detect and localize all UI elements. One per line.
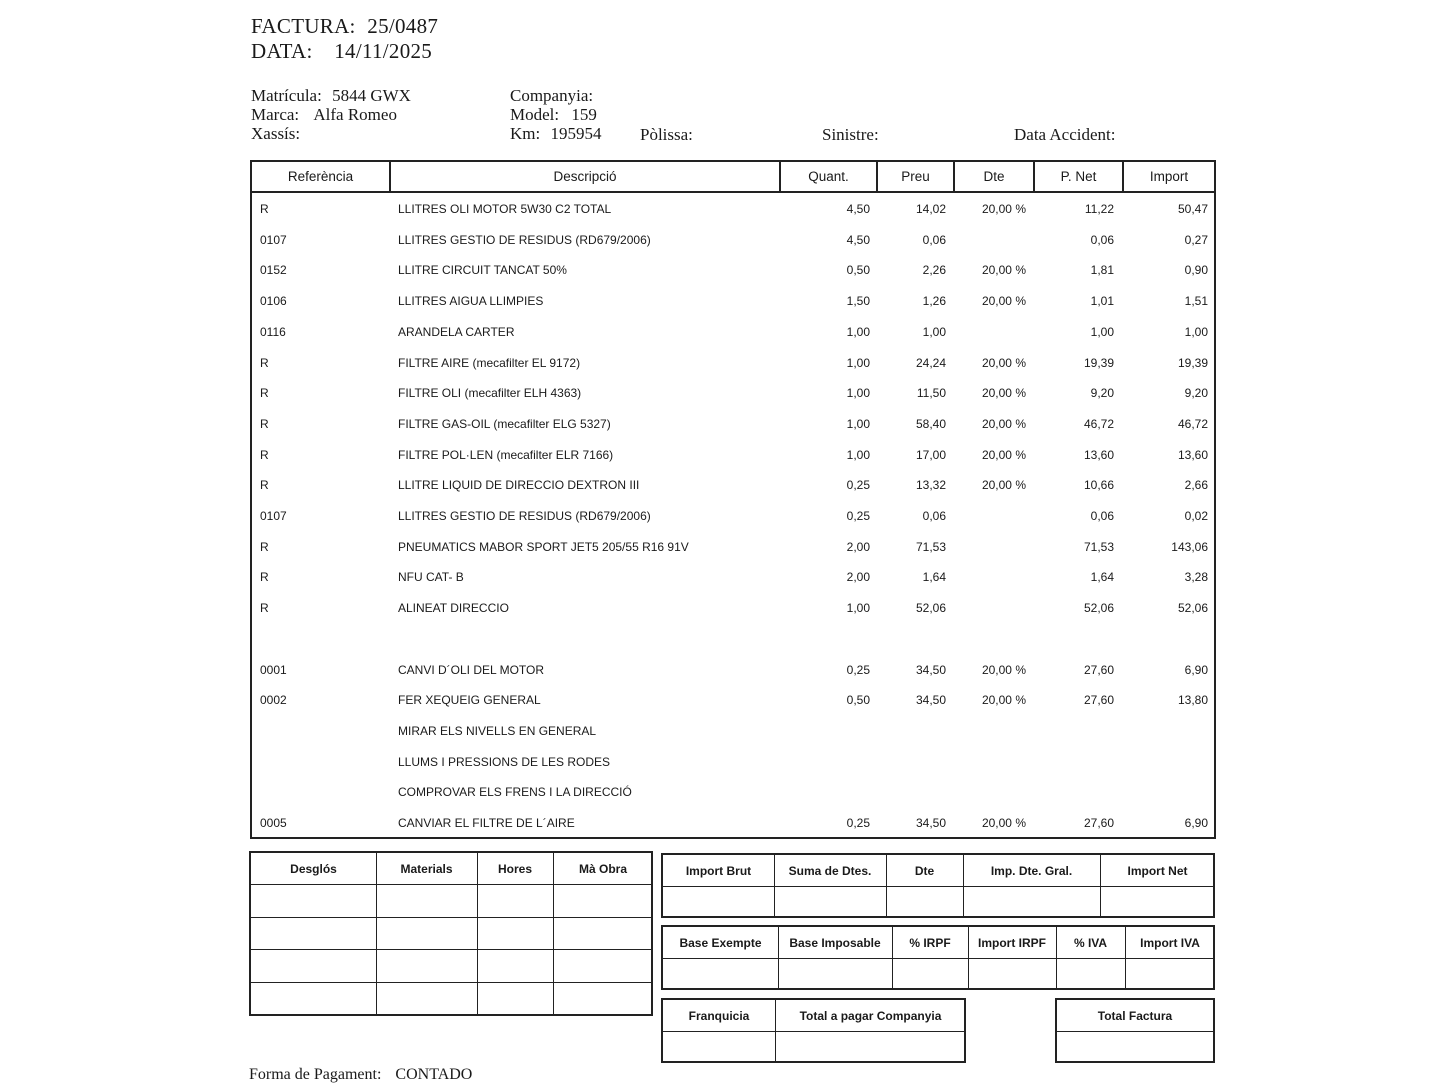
grid-line — [477, 853, 478, 1014]
row-net-price: 0,06 — [1090, 509, 1114, 523]
row-net-price: 46,72 — [1083, 416, 1114, 431]
row-net-price: 11,22 — [1084, 202, 1114, 216]
table-row — [252, 532, 1214, 562]
row-amount: 13,80 — [1177, 693, 1208, 708]
row-reference: R — [260, 386, 269, 401]
table-row — [252, 440, 1214, 470]
table-row — [252, 747, 1214, 777]
table-row — [252, 624, 1214, 654]
row-quantity: 1,00 — [846, 324, 870, 339]
invoice-number-value: 25/0487 — [367, 14, 439, 38]
row-reference: R — [260, 601, 269, 616]
row-quantity: 1,00 — [846, 601, 870, 616]
row-price: 1,64 — [922, 570, 946, 585]
row-reference: R — [260, 202, 269, 216]
row-reference: R — [260, 416, 269, 431]
header-irpf-percent: % IRPF — [909, 935, 951, 950]
tax-totals-box — [661, 925, 1215, 990]
row-discount: 20,00 % — [981, 478, 1026, 493]
col-header-price: Preu — [878, 162, 955, 193]
header-taxable-base: Base Imposable — [789, 935, 881, 950]
header-general-discount: Imp. Dte. Gral. — [990, 863, 1073, 878]
grid-line — [1057, 1031, 1215, 1032]
row-discount: 20,00 % — [981, 447, 1026, 462]
row-reference: R — [260, 447, 269, 462]
row-price: 34,50 — [915, 816, 946, 830]
policy-label: Pòlissa: — [640, 125, 693, 144]
row-description: LLITRES AIGUA LLIMPIES — [398, 294, 544, 309]
table-row — [252, 470, 1214, 500]
invoice-date-value: 14/11/2025 — [334, 39, 433, 63]
row-amount: 13,60 — [1177, 447, 1208, 462]
row-reference: R — [260, 478, 269, 493]
header-deductible: Franquicia — [688, 1008, 750, 1023]
row-price: 52,06 — [915, 601, 946, 616]
items-table — [250, 160, 1216, 839]
row-discount: 20,00 % — [981, 355, 1026, 370]
row-quantity: 2,00 — [846, 570, 870, 585]
model-label: Model: — [510, 105, 560, 124]
model-value: 159 — [571, 105, 597, 124]
brand-value: Alfa Romeo — [313, 105, 397, 124]
row-net-price: 52,06 — [1083, 601, 1114, 616]
row-description: LLUMS I PRESSIONS DE LES RODES — [398, 754, 611, 769]
table-row — [252, 317, 1214, 347]
row-reference: 0107 — [260, 509, 287, 523]
row-discount: 20,00 % — [981, 693, 1026, 708]
row-quantity: 4,50 — [846, 202, 870, 216]
table-row — [252, 777, 1214, 807]
row-price: 13,32 — [915, 478, 946, 493]
row-description: LLITRES OLI MOTOR 5W30 C2 TOTAL — [398, 202, 612, 216]
km-value: 195954 — [550, 124, 602, 143]
row-amount: 143,06 — [1171, 539, 1208, 554]
row-discount: 20,00 % — [981, 816, 1026, 830]
row-amount: 6,90 — [1184, 816, 1208, 830]
table-row — [252, 225, 1214, 255]
col-header-amount: Import — [1124, 162, 1214, 193]
row-description: NFU CAT- B — [398, 570, 464, 585]
row-net-price: 19,39 — [1083, 355, 1114, 370]
table-row — [252, 348, 1214, 378]
row-net-price: 9,20 — [1090, 386, 1114, 401]
row-discount: 20,00 % — [981, 416, 1026, 431]
chassis-label: Xassís: — [251, 124, 301, 143]
row-quantity: 0,50 — [846, 693, 870, 708]
brand-field — [251, 105, 397, 125]
col-header-discount: Dte — [955, 162, 1035, 193]
grid-line — [663, 886, 1215, 887]
row-price: 1,26 — [922, 294, 946, 309]
header-net-amount: Import Net — [1127, 863, 1188, 878]
gross-totals-box — [661, 853, 1215, 918]
row-description: FILTRE OLI (mecafilter ELH 4363) — [398, 386, 582, 401]
km-field — [510, 124, 601, 144]
row-description: FILTRE AIRE (mecafilter EL 9172) — [398, 355, 581, 370]
row-net-price: 1,64 — [1090, 570, 1114, 585]
table-row — [252, 808, 1214, 838]
row-quantity: 1,00 — [846, 447, 870, 462]
row-amount: 46,72 — [1177, 416, 1208, 431]
grid-line — [251, 917, 653, 918]
row-net-price: 10,66 — [1083, 478, 1114, 493]
row-price: 11,50 — [916, 386, 946, 401]
row-reference: R — [260, 539, 269, 554]
row-price: 34,50 — [915, 693, 946, 708]
row-price: 2,26 — [922, 263, 946, 278]
company-payment-box — [661, 998, 966, 1063]
row-quantity: 0,25 — [846, 816, 870, 830]
header-vat-percent: % IVA — [1073, 935, 1108, 950]
table-row — [252, 194, 1214, 224]
table-row — [252, 409, 1214, 439]
header-vat-amount: Import IVA — [1140, 935, 1200, 950]
row-amount: 1,00 — [1184, 324, 1208, 339]
row-price: 0,06 — [922, 509, 946, 523]
row-description: ARANDELA CARTER — [398, 324, 515, 339]
row-discount: 20,00 % — [981, 263, 1026, 278]
row-reference: 0001 — [260, 662, 287, 677]
row-description: FILTRE GAS-OIL (mecafilter ELG 5327) — [398, 416, 611, 431]
row-amount: 0,90 — [1184, 263, 1208, 278]
row-reference: 0002 — [260, 693, 287, 708]
col-header-description: Descripció — [391, 162, 781, 193]
row-discount: 20,00 % — [981, 294, 1026, 309]
grid-line — [251, 982, 653, 983]
row-description: CANVI D´OLI DEL MOTOR — [398, 662, 545, 677]
breakdown-header-materials: Materials — [400, 861, 453, 876]
col-header-net-price: P. Net — [1035, 162, 1124, 193]
table-row — [252, 378, 1214, 408]
row-net-price: 1,01 — [1090, 294, 1114, 309]
brand-label: Marca: — [251, 105, 300, 124]
breakdown-header-labour: Mà Obra — [578, 861, 627, 876]
model-field — [510, 105, 597, 125]
row-quantity: 0,25 — [846, 509, 870, 523]
row-description: LLITRE CIRCUIT TANCAT 50% — [398, 263, 567, 278]
row-net-price: 13,60 — [1083, 447, 1114, 462]
plate-field — [251, 86, 411, 106]
row-amount: 2,66 — [1184, 478, 1208, 493]
row-quantity: 0,50 — [846, 263, 870, 278]
km-label: Km: — [510, 124, 541, 143]
row-price: 14,02 — [915, 202, 946, 216]
table-row — [252, 685, 1214, 715]
header-discount: Dte — [914, 863, 935, 878]
table-row — [252, 286, 1214, 316]
header-irpf-amount: Import IRPF — [978, 935, 1046, 950]
row-price: 71,53 — [915, 539, 946, 554]
row-description: ALINEAT DIRECCIO — [398, 601, 509, 616]
row-description: PNEUMATICS MABOR SPORT JET5 205/55 R16 91V — [398, 539, 689, 554]
row-discount: 20,00 % — [981, 662, 1026, 677]
row-amount: 3,28 — [1184, 570, 1208, 585]
row-price: 17,00 — [915, 447, 946, 462]
row-discount: 20,00 % — [981, 386, 1026, 401]
breakdown-box — [249, 851, 653, 1016]
row-amount: 0,02 — [1184, 509, 1208, 523]
row-amount: 52,06 — [1177, 601, 1208, 616]
grid-line — [376, 853, 377, 1014]
grid-line — [553, 853, 554, 1014]
grid-line — [251, 884, 653, 885]
row-net-price: 0,06 — [1090, 232, 1114, 247]
row-amount: 0,27 — [1184, 232, 1208, 247]
row-quantity: 0,25 — [846, 662, 870, 677]
row-quantity: 1,00 — [846, 355, 870, 370]
breakdown-header-desglos: Desglós — [290, 861, 337, 876]
header-gross-amount: Import Brut — [685, 863, 752, 878]
table-row — [252, 655, 1214, 685]
breakdown-header-hours: Hores — [497, 861, 532, 876]
table-row — [252, 716, 1214, 746]
payment-method-value: CONTADO — [395, 1066, 473, 1083]
invoice-number-label: FACTURA: — [251, 14, 356, 38]
row-amount: 6,90 — [1184, 662, 1208, 677]
table-row — [252, 593, 1214, 623]
row-quantity: 1,50 — [846, 294, 870, 309]
row-amount: 50,47 — [1177, 202, 1208, 216]
table-row — [252, 562, 1214, 592]
row-amount: 9,20 — [1184, 386, 1208, 401]
claim-label: Sinistre: — [822, 125, 879, 144]
row-price: 0,06 — [922, 232, 946, 247]
plate-label: Matrícula: — [251, 86, 322, 105]
col-header-reference: Referència — [252, 162, 391, 193]
accident-date-label: Data Accident: — [1014, 125, 1116, 144]
row-quantity: 1,00 — [846, 386, 870, 401]
payment-method — [249, 1066, 472, 1084]
row-net-price: 27,60 — [1083, 693, 1114, 708]
row-description: LLITRE LIQUID DE DIRECCIO DEXTRON III — [398, 478, 640, 493]
row-amount: 19,39 — [1177, 355, 1208, 370]
header-company-total: Total a pagar Companyia — [799, 1008, 942, 1023]
header-invoice-total: Total Factura — [1097, 1008, 1173, 1023]
grid-line — [663, 1031, 966, 1032]
header-exempt-base: Base Exempte — [679, 935, 762, 950]
row-net-price: 1,81 — [1090, 263, 1114, 278]
row-quantity: 1,00 — [846, 416, 870, 431]
grid-line — [251, 949, 653, 950]
header-sum-discounts: Suma de Dtes. — [788, 863, 872, 878]
table-row — [252, 501, 1214, 531]
row-description: FER XEQUEIG GENERAL — [398, 693, 541, 708]
row-price: 24,24 — [915, 355, 946, 370]
grid-line — [663, 958, 1215, 959]
row-description: FILTRE POL·LEN (mecafilter ELR 7166) — [398, 447, 614, 462]
row-quantity: 2,00 — [846, 539, 870, 554]
row-net-price: 27,60 — [1083, 816, 1114, 830]
table-row — [252, 255, 1214, 285]
invoice-date-label: DATA: — [251, 39, 313, 63]
row-reference: 0116 — [260, 324, 286, 339]
row-discount: 20,00 % — [981, 202, 1026, 216]
row-quantity: 0,25 — [846, 478, 870, 493]
row-description: LLITRES GESTIO DE RESIDUS (RD679/2006) — [398, 509, 651, 523]
row-price: 58,40 — [915, 416, 946, 431]
plate-value: 5844 GWX — [332, 86, 411, 105]
row-description: LLITRES GESTIO DE RESIDUS (RD679/2006) — [398, 232, 651, 247]
row-reference: 0005 — [260, 816, 287, 830]
row-price: 1,00 — [922, 324, 946, 339]
col-header-quantity: Quant. — [781, 162, 878, 193]
invoice-number — [251, 14, 438, 39]
row-price: 34,50 — [915, 662, 946, 677]
row-net-price: 27,60 — [1083, 662, 1114, 677]
row-reference: R — [260, 570, 269, 585]
invoice-total-box — [1055, 998, 1215, 1063]
row-reference: 0106 — [260, 294, 287, 309]
row-description: CANVIAR EL FILTRE DE L´AIRE — [398, 816, 575, 830]
invoice-date — [251, 39, 432, 64]
row-net-price: 71,53 — [1083, 539, 1114, 554]
company-label: Companyia: — [510, 86, 594, 105]
row-reference: 0107 — [260, 232, 287, 247]
row-reference: R — [260, 355, 269, 370]
row-description: MIRAR ELS NIVELLS EN GENERAL — [398, 723, 597, 738]
row-reference: 0152 — [260, 263, 287, 278]
row-description: COMPROVAR ELS FRENS I LA DIRECCIÓ — [398, 785, 632, 800]
row-amount: 1,51 — [1184, 294, 1208, 309]
payment-method-label: Forma de Pagament: — [249, 1066, 382, 1083]
row-net-price: 1,00 — [1090, 324, 1114, 339]
row-quantity: 4,50 — [846, 232, 870, 247]
